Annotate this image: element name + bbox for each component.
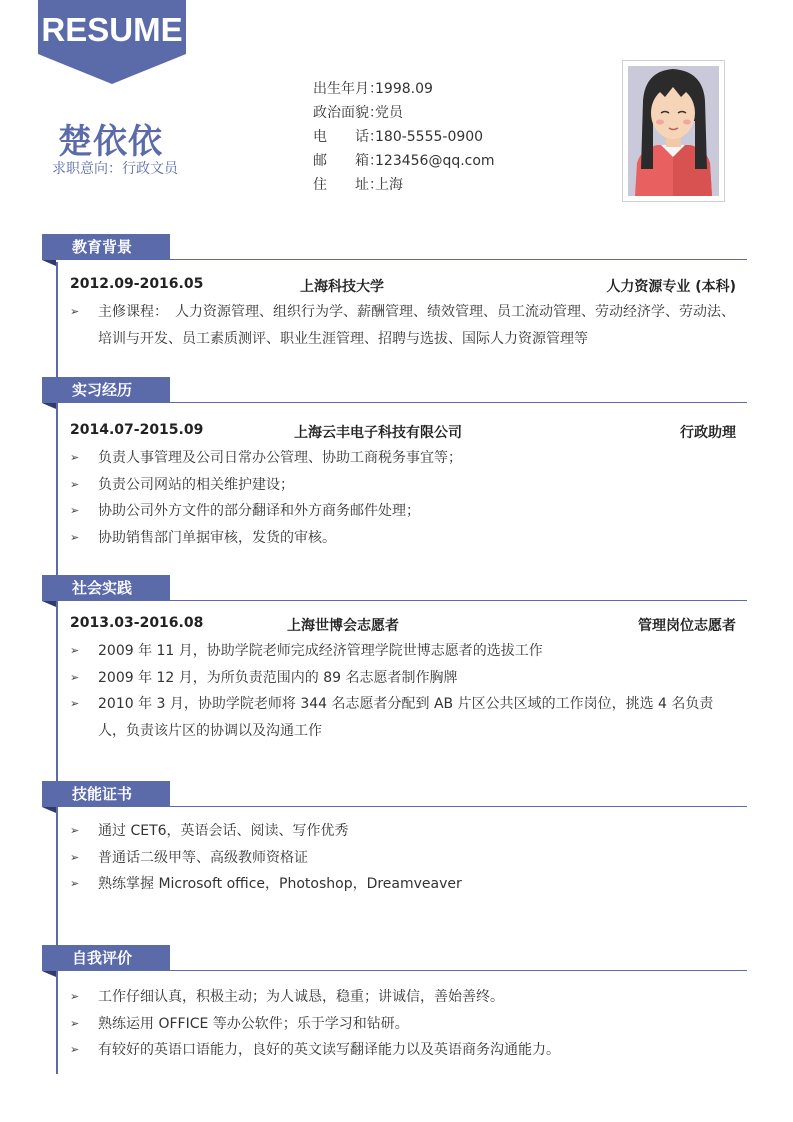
arrow-bullet-icon: ➢ [70, 877, 80, 890]
section-title: 自我评价 [42, 945, 170, 971]
info-row-phone [313, 127, 495, 151]
arrow-bullet-icon: ➢ [70, 305, 80, 318]
banner-text: RESUME [41, 11, 183, 48]
arrow-bullet-icon: ➢ [70, 504, 80, 517]
item-text: 通过 CET6，英语会话、阅读、写作优秀 [98, 823, 349, 839]
info-value: 123456@qq.com [375, 153, 495, 169]
info-row-politics [313, 103, 495, 127]
entry-role: 行政助理 [680, 425, 736, 441]
internship-list [70, 445, 740, 551]
section-fold [42, 807, 56, 813]
list-item [70, 871, 740, 898]
info-value: 1998.09 [375, 81, 433, 97]
item-text: 负责公司网站的相关维护建设； [98, 476, 294, 493]
section-divider [170, 402, 747, 403]
info-value: 180-5555-0900 [375, 129, 484, 145]
info-label: 政治面貌： [313, 105, 383, 121]
practice-entry-header [70, 615, 736, 635]
section-fold [42, 971, 56, 977]
section-divider [170, 806, 747, 807]
info-label: 出生年月： [313, 81, 383, 97]
info-label: 电 话： [313, 129, 383, 145]
entry-org: 上海世博会志愿者 [287, 618, 399, 634]
section-title: 社会实践 [42, 575, 170, 601]
section-title: 实习经历 [42, 377, 170, 403]
profile-photo [622, 60, 725, 202]
arrow-bullet-icon: ➢ [70, 697, 80, 710]
item-text: 工作仔细认真，积极主动；为人诚恳，稳重；讲诚信，善始善终。 [98, 989, 504, 1005]
arrow-bullet-icon: ➢ [70, 644, 80, 657]
list-item [70, 845, 740, 872]
list-item [70, 498, 740, 525]
entry-date: 2013.03-2016.08 [70, 615, 204, 631]
section-title: 教育背景 [42, 234, 170, 260]
item-text: 协助销售部门单据审核，发货的审核。 [98, 529, 336, 546]
section-education [42, 234, 747, 260]
self-list [70, 984, 740, 1064]
section-practice [42, 575, 747, 601]
list-item [70, 691, 740, 744]
item-text: 2010 年 3 月，协助学院老师将 344 名志愿者分配到 AB 片区公共区域的工作岗位，挑选 4 名负责人，负责该片区的协调以及沟通工作 [98, 696, 714, 739]
entry-org: 上海科技大学 [300, 279, 384, 295]
section-divider [170, 970, 747, 971]
list-item [70, 818, 740, 845]
entry-org: 上海云丰电子科技有限公司 [294, 425, 462, 441]
section-fold [42, 601, 56, 607]
list-item [70, 638, 740, 665]
item-text: 2009 年 11 月，协助学院老师完成经济管理学院世博志愿者的选拔工作 [98, 643, 543, 659]
info-label: 住 址： [313, 177, 383, 193]
candidate-name: 楚依依 [58, 122, 163, 162]
avatar-illustration [623, 61, 724, 201]
entry-role: 人力资源专业 (本科) [606, 279, 736, 295]
entry-role: 管理岗位志愿者 [638, 618, 736, 634]
section-title: 技能证书 [42, 781, 170, 807]
item-text: 有较好的英语口语能力，良好的英文读写翻译能力以及英语商务沟通能力。 [98, 1042, 560, 1058]
entry-date: 2012.09-2016.05 [70, 276, 204, 292]
info-label: 邮 箱： [313, 153, 383, 169]
item-text: 主修课程： 人力资源管理、组织行为学、薪酬管理、绩效管理、员工流动管理、劳动经济学、劳动法、培训与开发、员工素质测评、职业生涯管理、招聘与选拔、国际人力资源管理等 [98, 304, 735, 347]
practice-list [70, 638, 740, 744]
personal-info [313, 79, 495, 199]
arrow-bullet-icon: ➢ [70, 451, 80, 464]
job-intent: 求职意向：行政文员 [52, 161, 178, 177]
section-divider [170, 259, 747, 260]
arrow-bullet-icon: ➢ [70, 990, 80, 1003]
section-divider [170, 600, 747, 601]
item-text: 熟练运用 OFFICE 等办公软件；乐于学习和钻研。 [98, 1015, 409, 1032]
list-item [70, 299, 740, 352]
list-item [70, 1011, 740, 1038]
info-row-email [313, 151, 495, 175]
list-item [70, 445, 740, 472]
item-text: 协助公司外方文件的部分翻译和外方商务邮件处理； [98, 503, 420, 519]
item-text: 2009 年 12 月，为所负责范围内的 89 名志愿者制作胸牌 [98, 669, 458, 686]
section-fold [42, 260, 56, 266]
education-list [70, 299, 740, 352]
section-fold [42, 403, 56, 409]
section-internship [42, 377, 747, 403]
info-row-address [313, 175, 495, 199]
list-item [70, 472, 740, 499]
entry-date: 2014.07-2015.09 [70, 422, 204, 438]
arrow-bullet-icon: ➢ [70, 824, 80, 837]
arrow-bullet-icon: ➢ [70, 477, 80, 491]
info-value: 上海 [375, 177, 403, 193]
item-text: 普通话二级甲等、高级教师资格证 [98, 849, 308, 866]
internship-entry-header [70, 422, 736, 442]
arrow-bullet-icon: ➢ [70, 1043, 80, 1056]
arrow-bullet-icon: ➢ [70, 850, 80, 864]
item-text: 负责人事管理及公司日常办公管理、协助工商税务事宜等； [98, 450, 462, 466]
list-item [70, 984, 740, 1011]
list-item [70, 665, 740, 692]
info-value: 党员 [375, 105, 403, 121]
list-item [70, 1037, 740, 1064]
arrow-bullet-icon: ➢ [70, 670, 80, 684]
list-item [70, 525, 740, 552]
section-self [42, 945, 747, 971]
info-row-birth [313, 79, 495, 103]
skills-list [70, 818, 740, 898]
arrow-bullet-icon: ➢ [70, 1016, 80, 1030]
education-entry-header [70, 276, 736, 296]
resume-banner [38, 0, 186, 84]
item-text: 熟练掌握 Microsoft office，Photoshop，Dreamveaver [98, 876, 462, 892]
section-skills [42, 781, 747, 807]
arrow-bullet-icon: ➢ [70, 530, 80, 544]
